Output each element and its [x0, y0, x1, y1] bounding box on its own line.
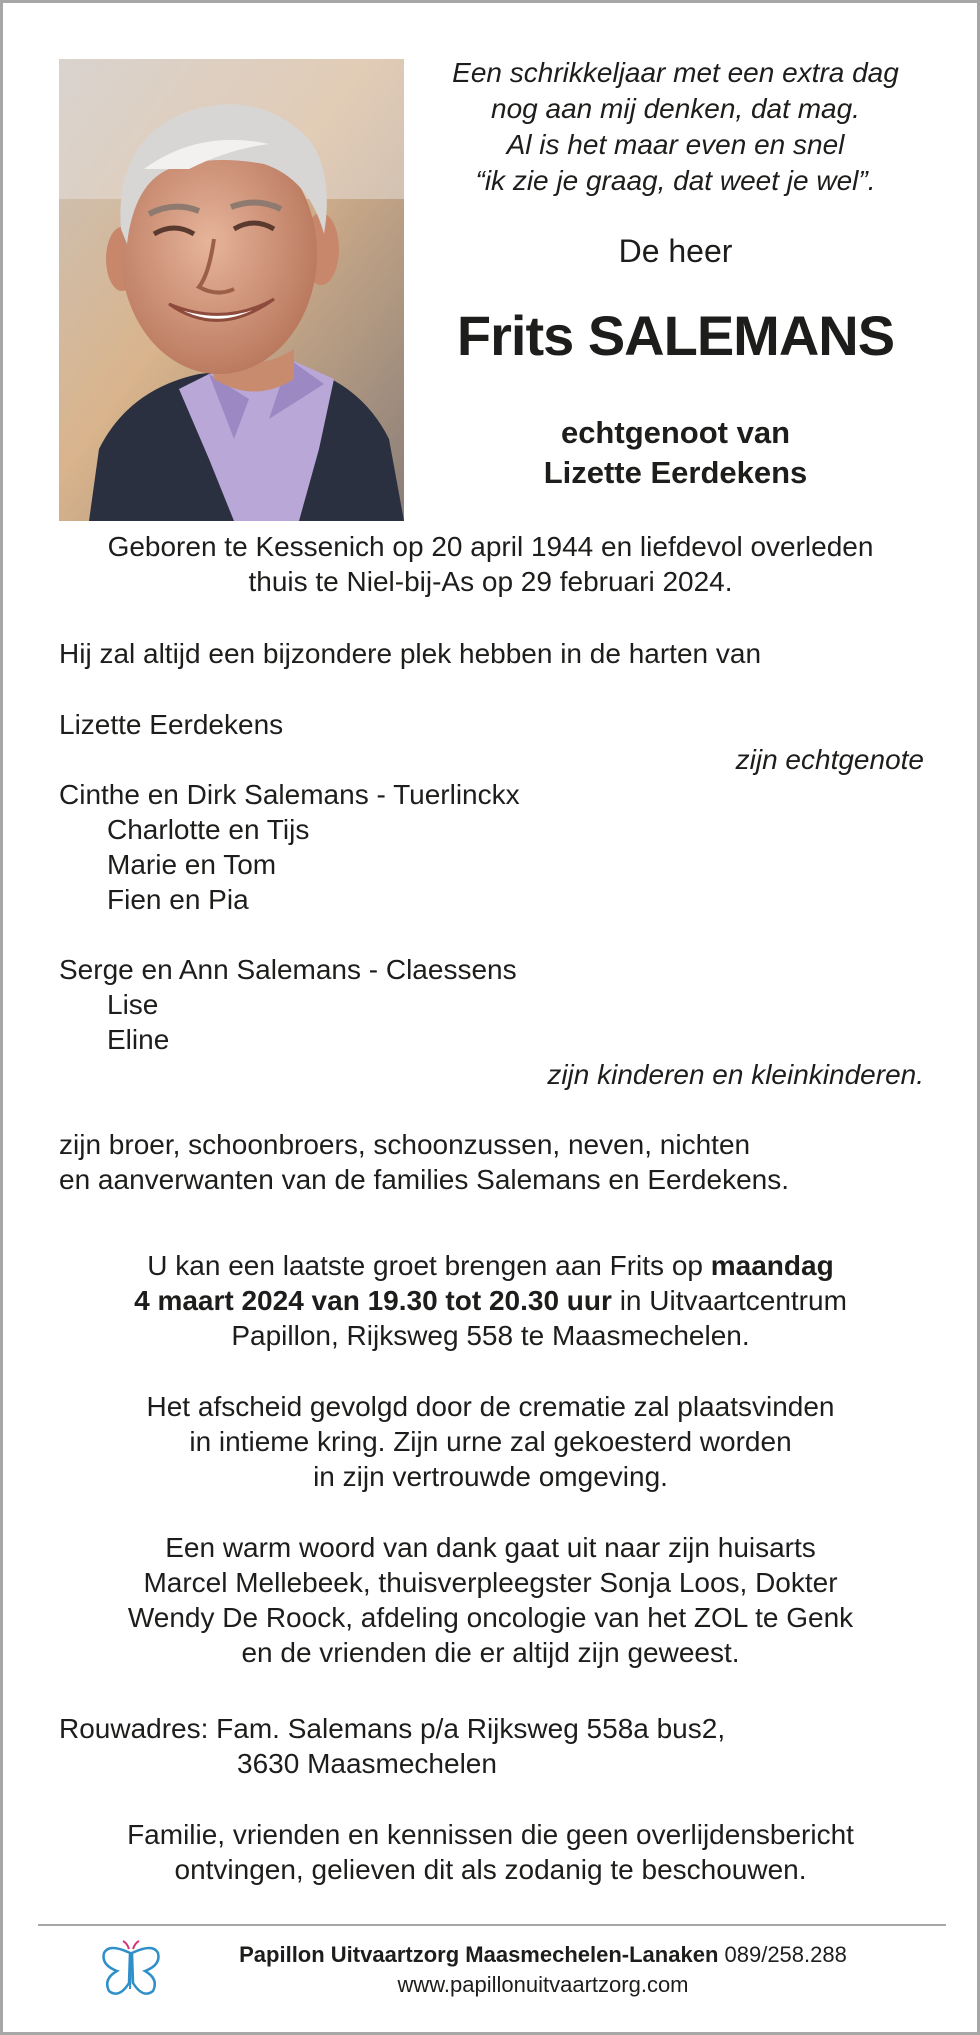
company-website: www.papillonuitvaartzorg.com: [397, 1972, 689, 1997]
visitation-datetime: 4 maart 2024 van 19.30 tot 20.30 uur: [134, 1285, 612, 1316]
thanks-line: en de vrienden die er altijd zijn geweest.: [241, 1637, 740, 1668]
visitation-location: Papillon, Rijksweg 558 te Maasmechelen.: [231, 1320, 750, 1351]
child-entry: Serge en Ann Salemans - Claessens: [59, 954, 517, 985]
spouse-role: zijn echtgenote: [735, 744, 924, 775]
notice-line: Familie, vrienden en kennissen die geen overlijdensbericht: [127, 1819, 854, 1850]
address-line: Rouwadres: Fam. Salemans p/a Rijksweg 558a bus2,: [59, 1713, 726, 1744]
visitation-post: in Uitvaartcentrum: [611, 1285, 847, 1316]
visitation-day: maandag: [710, 1250, 834, 1281]
child-entry: Cinthe en Dirk Salemans - Tuerlinckx: [59, 779, 520, 810]
notice-line: ontvingen, gelieven dit als zodanig te beschouwen.: [174, 1854, 807, 1885]
birth-death-line: thuis te Niel-bij-As op 29 februari 2024.: [248, 566, 733, 597]
visitation-text: [43, 1248, 938, 1353]
grandchild-entry: Charlotte en Tijs: [107, 814, 310, 845]
salutation: De heer: [618, 233, 733, 269]
thanks-line: Een warm woord van dank gaat uit naar zijn huisarts: [165, 1532, 816, 1563]
relatives-line: zijn broer, schoonbroers, schoonzussen, neven, nichten: [59, 1129, 751, 1160]
poem-line: Al is het maar even en snel: [506, 129, 845, 160]
farewell-line: in intieme kring. Zijn urne zal gekoesterd worden: [189, 1426, 792, 1457]
farewell-text: [43, 1389, 938, 1494]
visitation-pre: U kan een laatste groet brengen aan Frits op: [147, 1250, 711, 1281]
birth-death-text: [43, 529, 938, 599]
company-name: Papillon Uitvaartzorg Maasmechelen-Lanaken: [239, 1942, 719, 1967]
farewell-line: in zijn vertrouwde omgeving.: [313, 1461, 668, 1492]
family-list: [59, 707, 924, 1197]
poem-line: nog aan mij denken, dat mag.: [491, 93, 860, 124]
grandchild-entry: Eline: [107, 1024, 170, 1055]
intro-text: Hij zal altijd een bijzondere plek hebben in de harten van: [59, 638, 762, 669]
poem-line: “ik zie je graag, dat weet je wel”.: [475, 165, 876, 196]
address-line: 3630 Maasmechelen: [237, 1748, 497, 1779]
grandchild-entry: Marie en Tom: [107, 849, 277, 880]
company-phone: 089/258.288: [718, 1942, 847, 1967]
deceased-name: Frits SALEMANS: [456, 304, 895, 367]
footer-divider: [38, 1924, 946, 1926]
farewell-line: Het afscheid gevolgd door de crematie zal plaatsvinden: [146, 1391, 835, 1422]
relatives-line: en aanverwanten van de families Salemans en Eerdekens.: [59, 1164, 789, 1195]
mourning-address: [59, 1711, 939, 1781]
spouse-name: Lizette Eerdekens: [543, 455, 808, 490]
notice-text: [43, 1817, 938, 1887]
butterfly-logo-icon: [99, 1939, 163, 2003]
birth-death-line: Geboren te Kessenich op 20 april 1944 en liefdevol overleden: [107, 531, 874, 562]
spouse-entry: Lizette Eerdekens: [59, 709, 284, 740]
thanks-line: Marcel Mellebeek, thuisverpleegster Sonja Loos, Dokter: [143, 1567, 838, 1598]
grandchild-entry: Lise: [107, 989, 159, 1020]
children-role: zijn kinderen en kleinkinderen.: [547, 1059, 924, 1090]
portrait-photo: [59, 59, 404, 521]
thanks-text: [43, 1530, 938, 1670]
spouse-label: echtgenoot van: [560, 415, 791, 450]
thanks-line: Wendy De Roock, afdeling oncologie van het ZOL te Genk: [127, 1602, 854, 1633]
grandchild-entry: Fien en Pia: [107, 884, 249, 915]
spouse-block: [423, 413, 928, 493]
footer-company: [163, 1941, 923, 1969]
poem: [423, 55, 928, 199]
poem-line: Een schrikkeljaar met een extra dag: [452, 57, 899, 88]
